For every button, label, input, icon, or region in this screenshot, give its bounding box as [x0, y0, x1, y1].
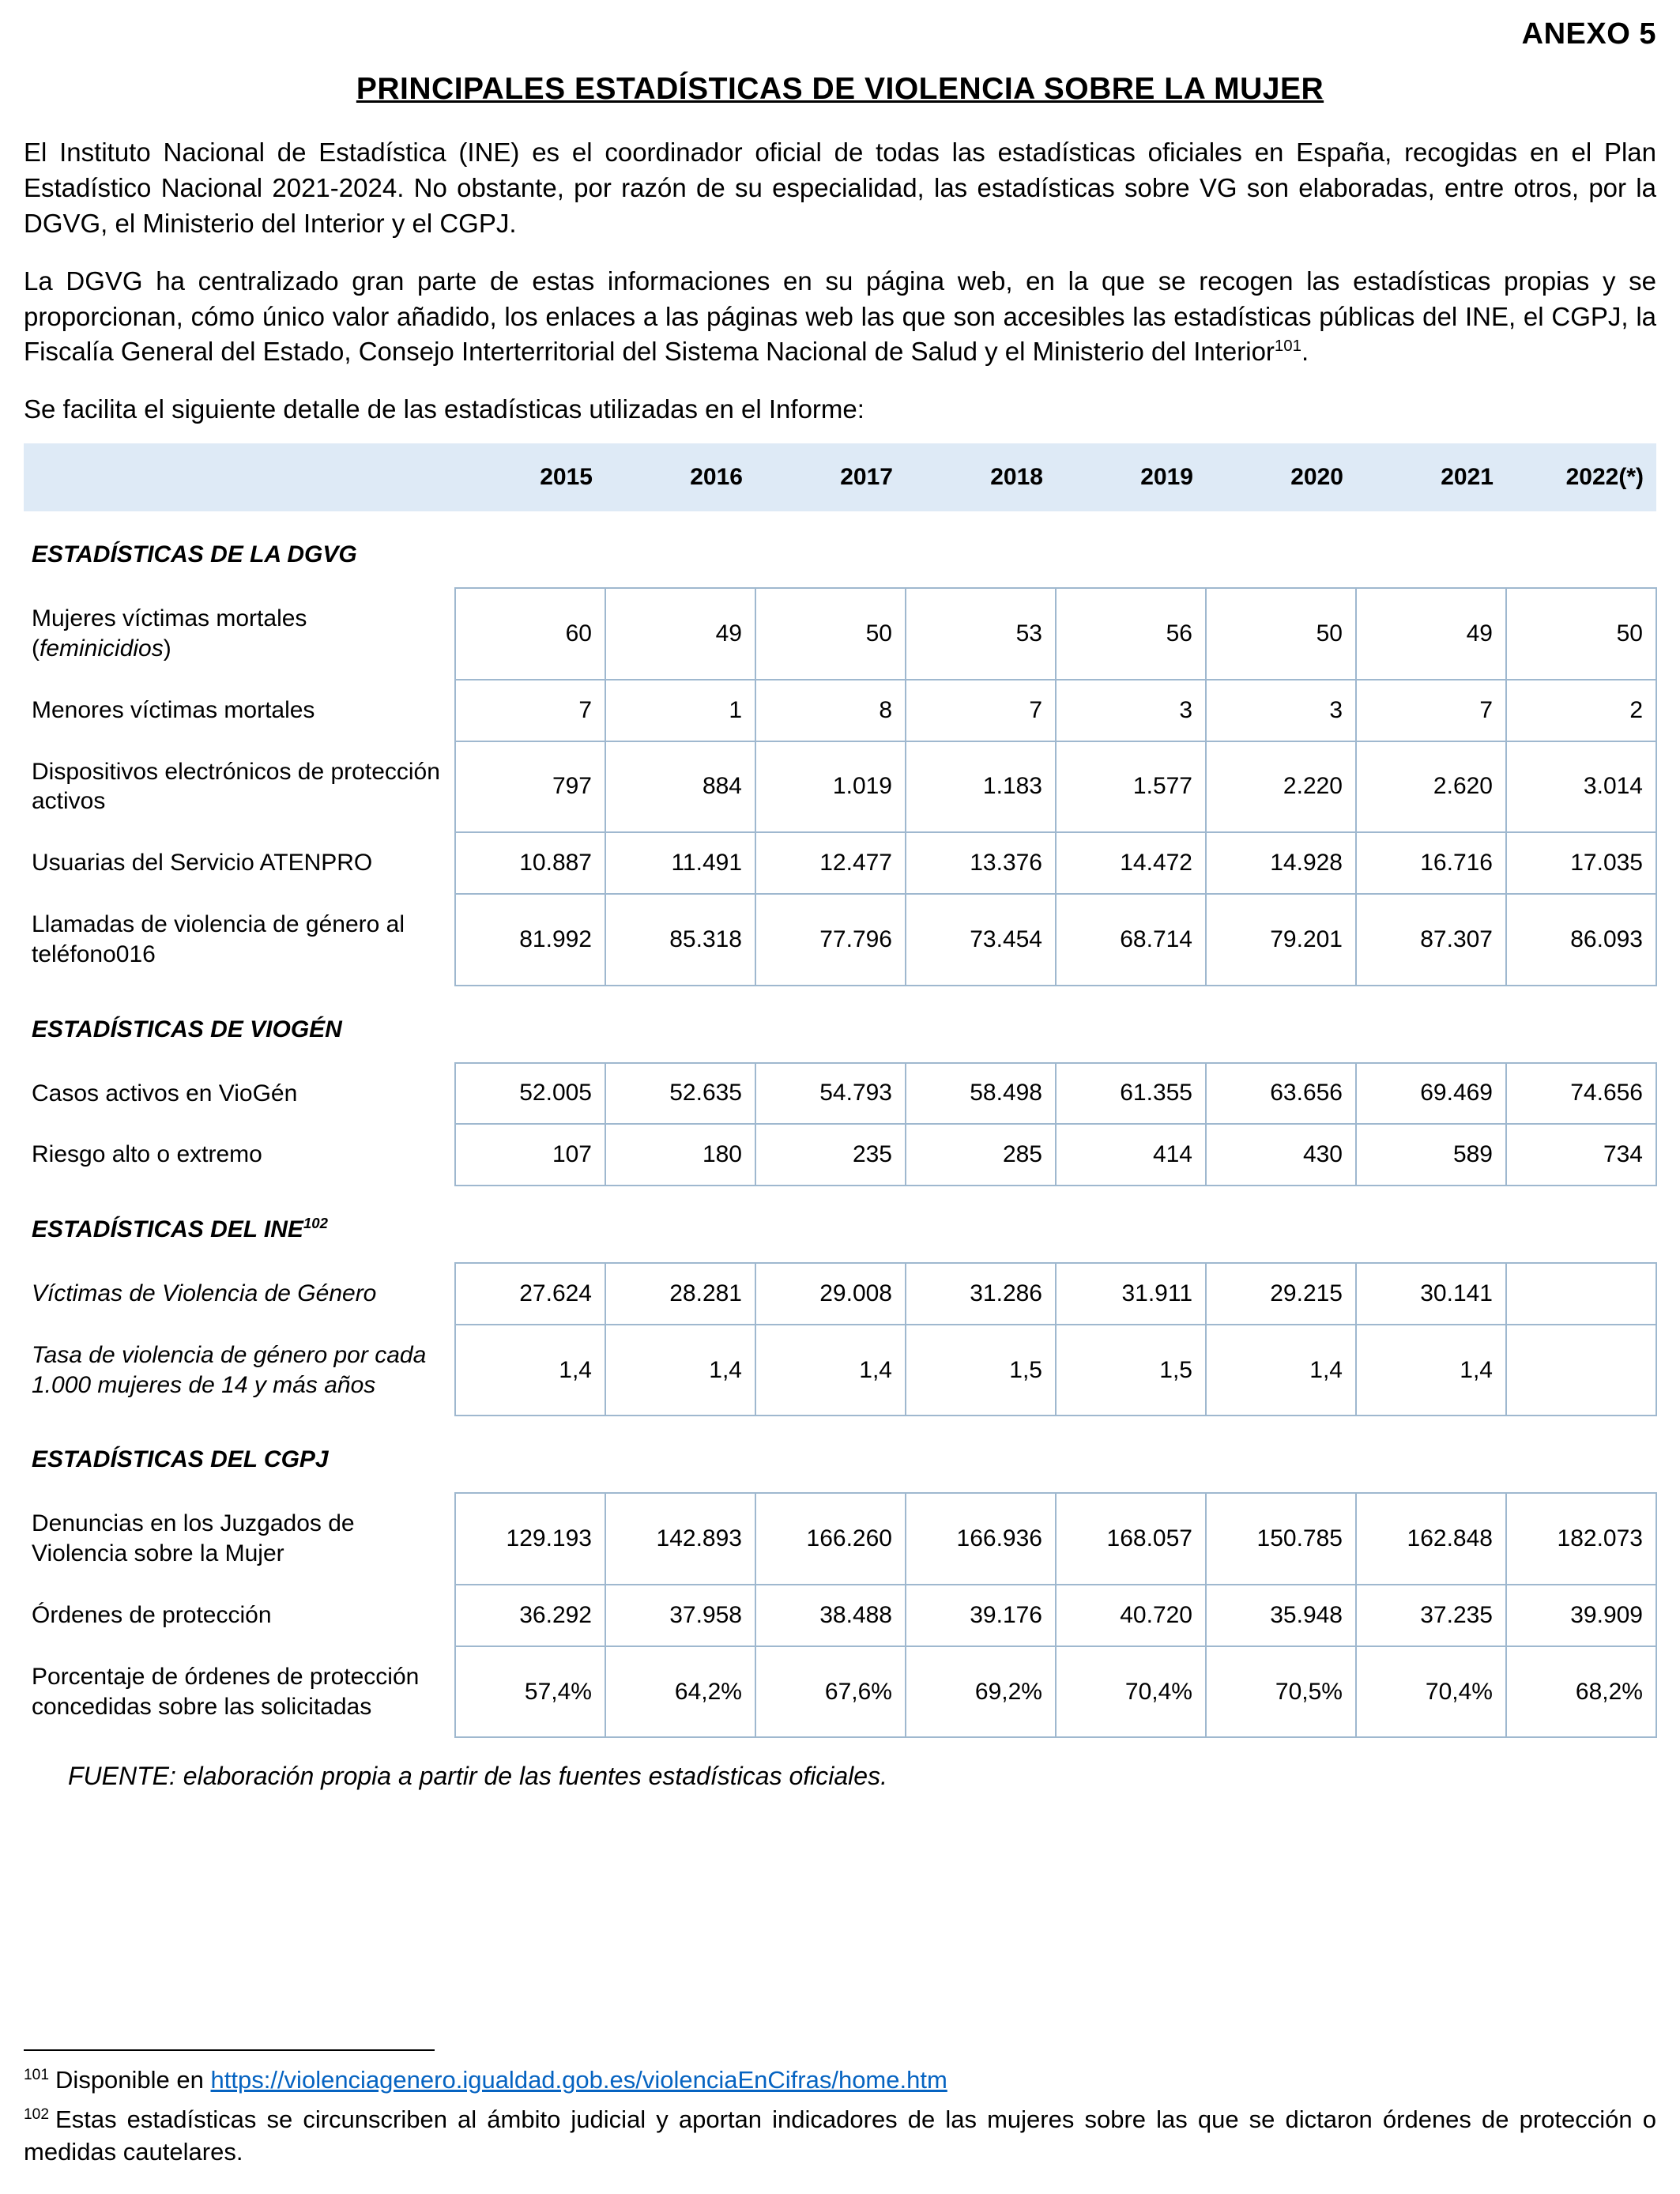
value-cell: 14.928	[1206, 832, 1356, 894]
row-label	[24, 588, 455, 680]
value-cell: 36.292	[455, 1585, 605, 1646]
value-cell: 166.936	[906, 1493, 1056, 1585]
value-cell: 285	[906, 1124, 1056, 1186]
value-cell: 49	[605, 588, 755, 680]
table-row	[24, 1124, 1656, 1186]
value-cell: 142.893	[605, 1493, 755, 1585]
value-cell: 1,5	[906, 1325, 1056, 1416]
superscript-ref: 102	[303, 1215, 328, 1232]
year-header-cell: 2018	[906, 443, 1056, 511]
table-corner-cell	[24, 443, 455, 511]
body-paragraph	[24, 392, 1656, 428]
value-cell: 2	[1506, 680, 1656, 741]
value-cell: 39.909	[1506, 1585, 1656, 1646]
section-row	[24, 1416, 1656, 1493]
value-cell: 884	[605, 741, 755, 833]
year-header-cell: 2019	[1056, 443, 1206, 511]
value-cell: 73.454	[906, 894, 1056, 986]
value-cell: 86.093	[1506, 894, 1656, 986]
value-cell: 734	[1506, 1124, 1656, 1186]
table-row	[24, 741, 1656, 833]
value-cell: 1,4	[605, 1325, 755, 1416]
value-cell: 166.260	[755, 1493, 906, 1585]
value-cell: 7	[1356, 680, 1506, 741]
section-row	[24, 1186, 1656, 1263]
value-cell: 589	[1356, 1124, 1506, 1186]
footnotes-list	[24, 2064, 1656, 2169]
value-cell: 3	[1206, 680, 1356, 741]
text-segment: El Instituto Nacional de Estadística (INE) es el coordinador oficial de todas las estadísticas oficiales en España, recogidas en el Plan Estadístico Nacional 2021-2024. No obstante, por razón de su especialidad, las estadísticas sobre VG son elaboradas, entre otros, por la DGVG, el Ministerio del Interior y el CGPJ.	[24, 138, 1656, 238]
text-segment: Tasa de violencia de género por cada 1.000 mujeres de 14 y más años	[32, 1341, 427, 1398]
value-cell: 11.491	[605, 832, 755, 894]
value-cell: 2.220	[1206, 741, 1356, 833]
row-label	[24, 741, 455, 833]
table-row	[24, 1325, 1656, 1416]
text-segment: Porcentaje de órdenes de protección concedidas sobre las solicitadas	[32, 1663, 420, 1720]
value-cell: 180	[605, 1124, 755, 1186]
value-cell: 1.577	[1056, 741, 1206, 833]
annex-label: ANEXO 5	[1521, 17, 1656, 51]
value-cell: 1,4	[1206, 1325, 1356, 1416]
value-cell: 52.005	[455, 1063, 605, 1125]
row-label	[24, 832, 455, 894]
section-title-text: ESTADÍSTICAS DE VIOGÉN	[32, 1016, 342, 1042]
year-header-cell: 2016	[605, 443, 755, 511]
section-title	[24, 1186, 1656, 1263]
value-cell: 30.141	[1356, 1263, 1506, 1325]
text-segment: .	[1301, 337, 1309, 367]
text-segment: Usuarias del Servicio ATENPRO	[32, 850, 373, 876]
value-cell: 57,4%	[455, 1646, 605, 1738]
value-cell: 77.796	[755, 894, 906, 986]
statistics-table	[24, 443, 1657, 1738]
value-cell: 1,4	[455, 1325, 605, 1416]
section-title	[24, 1416, 1656, 1493]
value-cell: 81.992	[455, 894, 605, 986]
value-cell	[1506, 1263, 1656, 1325]
value-cell: 60	[455, 588, 605, 680]
superscript-ref: 101	[1274, 337, 1302, 356]
footnote-separator	[24, 2049, 435, 2051]
value-cell: 54.793	[755, 1063, 906, 1125]
value-cell: 1,4	[755, 1325, 906, 1416]
value-cell: 52.635	[605, 1063, 755, 1125]
value-cell: 13.376	[906, 832, 1056, 894]
value-cell: 70,4%	[1356, 1646, 1506, 1738]
value-cell: 37.958	[605, 1585, 755, 1646]
value-cell: 70,5%	[1206, 1646, 1356, 1738]
year-header-cell: 2015	[455, 443, 605, 511]
footnote-text: Disponible en	[55, 2066, 211, 2094]
value-cell: 235	[755, 1124, 906, 1186]
value-cell: 14.472	[1056, 832, 1206, 894]
footnotes-section	[24, 2049, 1656, 2175]
value-cell: 2.620	[1356, 741, 1506, 833]
text-segment: Mujeres víctimas mortales (	[32, 605, 307, 662]
text-segment: feminicidios	[40, 635, 164, 662]
section-row	[24, 986, 1656, 1063]
value-cell: 10.887	[455, 832, 605, 894]
footnote-number: 102	[24, 2105, 50, 2123]
section-title-text: ESTADÍSTICAS DEL CGPJ	[32, 1446, 329, 1473]
value-cell: 85.318	[605, 894, 755, 986]
value-cell	[1506, 1325, 1656, 1416]
text-segment: Llamadas de violencia de género al teléfono016	[32, 910, 405, 967]
value-cell: 50	[1206, 588, 1356, 680]
value-cell: 68,2%	[1506, 1646, 1656, 1738]
footnote-text: Estas estadísticas se circunscriben al ámbito judicial y aportan indicadores de las mujeres sobre las que se dictaron órdenes de protección o medidas cautelares.	[24, 2105, 1656, 2166]
section-title	[24, 986, 1656, 1063]
text-segment: Riesgo alto o extremo	[32, 1141, 262, 1168]
value-cell: 37.235	[1356, 1585, 1506, 1646]
body-paragraph	[24, 135, 1656, 242]
year-header-cell: 2021	[1356, 443, 1506, 511]
value-cell: 28.281	[605, 1263, 755, 1325]
row-label	[24, 894, 455, 986]
value-cell: 16.716	[1356, 832, 1506, 894]
value-cell: 63.656	[1206, 1063, 1356, 1125]
value-cell: 53	[906, 588, 1056, 680]
value-cell: 29.215	[1206, 1263, 1356, 1325]
text-segment: )	[163, 635, 171, 662]
row-label	[24, 1263, 455, 1325]
value-cell: 107	[455, 1124, 605, 1186]
value-cell: 31.911	[1056, 1263, 1206, 1325]
value-cell: 17.035	[1506, 832, 1656, 894]
table-row	[24, 588, 1656, 680]
value-cell: 7	[906, 680, 1056, 741]
section-title	[24, 511, 1656, 588]
row-label	[24, 1063, 455, 1125]
footnote-number: 101	[24, 2067, 50, 2084]
value-cell: 38.488	[755, 1585, 906, 1646]
value-cell: 50	[1506, 588, 1656, 680]
value-cell: 40.720	[1056, 1585, 1206, 1646]
value-cell: 182.073	[1506, 1493, 1656, 1585]
text-segment: Casos activos en VioGén	[32, 1080, 298, 1106]
body-paragraph	[24, 264, 1656, 371]
value-cell: 56	[1056, 588, 1206, 680]
value-cell: 27.624	[455, 1263, 605, 1325]
value-cell: 69,2%	[906, 1646, 1056, 1738]
value-cell: 31.286	[906, 1263, 1056, 1325]
table-row	[24, 1585, 1656, 1646]
value-cell: 67,6%	[755, 1646, 906, 1738]
value-cell: 3.014	[1506, 741, 1656, 833]
year-header-cell: 2022(*)	[1506, 443, 1656, 511]
value-cell: 74.656	[1506, 1063, 1656, 1125]
footnote	[24, 2064, 1656, 2097]
row-label	[24, 1493, 455, 1585]
value-cell: 150.785	[1206, 1493, 1356, 1585]
table-row	[24, 680, 1656, 741]
row-label	[24, 1325, 455, 1416]
table-row	[24, 894, 1656, 986]
year-header-cell: 2017	[755, 443, 906, 511]
row-label	[24, 680, 455, 741]
table-row	[24, 1493, 1656, 1585]
table-source-note: FUENTE: elaboración propia a partir de las fuentes estadísticas oficiales.	[68, 1762, 887, 1791]
value-cell: 797	[455, 741, 605, 833]
table-row	[24, 1646, 1656, 1738]
value-cell: 1.183	[906, 741, 1056, 833]
year-header-cell: 2020	[1206, 443, 1356, 511]
value-cell: 162.848	[1356, 1493, 1506, 1585]
value-cell: 58.498	[906, 1063, 1056, 1125]
text-segment: La DGVG ha centralizado gran parte de estas informaciones en su página web, en la que se recogen las estadísticas propias y se proporcionan, cómo único valor añadido, los enlaces a las páginas web las que son accesibles las estadísticas públicas del INE, el CGPJ, la Fiscalía General del Estado, Consejo Interterritorial del Sistema Nacional de Salud y el Ministerio del Interior	[24, 266, 1656, 367]
value-cell: 68.714	[1056, 894, 1206, 986]
value-cell: 430	[1206, 1124, 1356, 1186]
value-cell: 29.008	[755, 1263, 906, 1325]
value-cell: 168.057	[1056, 1493, 1206, 1585]
body-paragraphs	[24, 135, 1656, 428]
text-segment: Se facilita el siguiente detalle de las estadísticas utilizadas en el Informe:	[24, 394, 864, 424]
footnote	[24, 2103, 1656, 2169]
value-cell: 3	[1056, 680, 1206, 741]
value-cell: 1,5	[1056, 1325, 1206, 1416]
value-cell: 50	[755, 588, 906, 680]
row-label	[24, 1646, 455, 1738]
value-cell: 79.201	[1206, 894, 1356, 986]
value-cell: 39.176	[906, 1585, 1056, 1646]
value-cell: 70,4%	[1056, 1646, 1206, 1738]
value-cell: 87.307	[1356, 894, 1506, 986]
value-cell: 129.193	[455, 1493, 605, 1585]
text-segment: Dispositivos electrónicos de protección activos	[32, 758, 440, 815]
value-cell: 8	[755, 680, 906, 741]
text-segment: Órdenes de protección	[32, 1602, 272, 1629]
section-title-text: ESTADÍSTICAS DEL INE	[32, 1216, 303, 1243]
row-label	[24, 1124, 455, 1186]
table-row	[24, 1063, 1656, 1125]
value-cell: 1.019	[755, 741, 906, 833]
section-row	[24, 511, 1656, 588]
section-title-text: ESTADÍSTICAS DE LA DGVG	[32, 541, 357, 568]
row-label	[24, 1585, 455, 1646]
value-cell: 12.477	[755, 832, 906, 894]
text-segment: Menores víctimas mortales	[32, 696, 315, 723]
value-cell: 35.948	[1206, 1585, 1356, 1646]
text-segment: Denuncias en los Juzgados de Violencia sobre la Mujer	[32, 1510, 355, 1567]
text-segment: Víctimas de Violencia de Género	[32, 1280, 377, 1307]
table-row	[24, 1263, 1656, 1325]
table-header-row	[24, 443, 1656, 511]
footnote-link[interactable]: https://violenciagenero.igualdad.gob.es/violenciaEnCifras/home.htm	[210, 2066, 947, 2094]
value-cell: 49	[1356, 588, 1506, 680]
value-cell: 1,4	[1356, 1325, 1506, 1416]
value-cell: 61.355	[1056, 1063, 1206, 1125]
value-cell: 414	[1056, 1124, 1206, 1186]
table-row	[24, 832, 1656, 894]
value-cell: 69.469	[1356, 1063, 1506, 1125]
value-cell: 64,2%	[605, 1646, 755, 1738]
value-cell: 1	[605, 680, 755, 741]
value-cell: 7	[455, 680, 605, 741]
page-title: PRINCIPALES ESTADÍSTICAS DE VIOLENCIA SOBRE LA MUJER	[356, 72, 1324, 106]
